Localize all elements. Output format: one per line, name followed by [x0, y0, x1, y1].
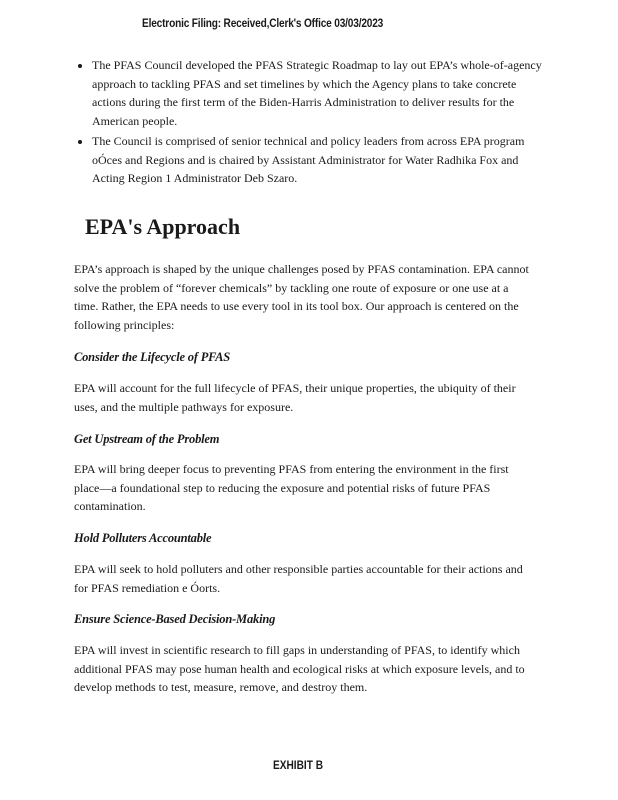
principle-text-science: EPA will invest in scientific research to fill gaps in understanding of PFAS, to identify which additional PFAS may pose human health and ecological risks at which exposure levels, and to develop methods to test, measure, remove, and destroy them. — [74, 643, 525, 694]
approach-intro-paragraph: EPA’s approach is shaped by the unique challenges posed by PFAS contamination. EPA cannot solve the problem of “forever chemicals” by tackling one route of exposure or one use at a time. Rather, the EPA needs to use every tool in its tool box. Our approach is centered on the following principles: — [74, 262, 529, 332]
exhibit-label: EXHIBIT B — [273, 760, 324, 772]
section-title: EPA's Approach — [85, 214, 241, 239]
principle-text-accountable: EPA will seek to hold polluters and other responsible parties accountable for their actions and for PFAS remediation e Óorts. — [74, 562, 523, 595]
principle-text-upstream: EPA will bring deeper focus to preventing PFAS from entering the environment in the first place—a foundational step to reducing the exposure and potential risks of future PFAS contamination. — [74, 462, 509, 513]
principle-text-lifecycle: EPA will account for the full lifecycle of PFAS, their unique properties, the ubiquity of their uses, and the multiple pathways for exposure. — [74, 381, 516, 414]
filing-stamp-header: Electronic Filing: Received,Clerk's Office 03/03/2023 — [142, 18, 384, 30]
principle-heading-science: Ensure Science-Based Decision-Making — [74, 612, 276, 626]
principle-heading-upstream: Get Upstream of the Problem — [74, 432, 220, 446]
bullet-roadmap: • The PFAS Council developed the PFAS Strategic Roadmap to lay out EPA’s whole-of-agency approach to tackling PFAS and set timelines by which the Agency plans to take concrete actions during the first term of the Biden-Harris Administration to deliver results for the American people. — [92, 56, 546, 130]
principle-heading-lifecycle: Consider the Lifecycle of PFAS — [74, 350, 231, 364]
principle-heading-accountable: Hold Polluters Accountable — [74, 531, 212, 545]
council-bullet-list — [74, 56, 546, 190]
bullet-council-composition: • The Council is comprised of senior technical and policy leaders from across EPA program oÓces and Regions and is chaired by Assistant Administrator for Water Radhika Fox and Acting Region 1 Administrator Deb Szaro. — [92, 132, 546, 188]
